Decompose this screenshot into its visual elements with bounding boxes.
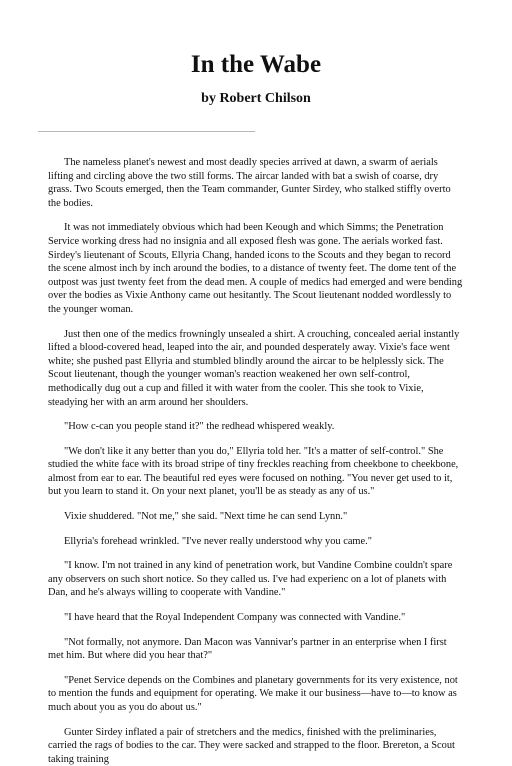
paragraph: "Not formally, not anymore. Dan Macon was Vannivar's partner in an enterprise when I first met him. But where did you hear that?" — [48, 636, 447, 662]
paragraph: Vixie shuddered. "Not me," she said. "Next time he can send Lynn." — [64, 511, 348, 523]
story-body — [48, 156, 464, 766]
story-title: In the Wabe — [190, 51, 322, 78]
paragraph: Gunter Sirdey inflated a pair of stretchers and the medics, finished with the preliminaries, carried the rags of bodies to the car. They were sacked and strapped to the floor. Brereton, a Scout taking training — [48, 726, 455, 765]
paragraph: "I know. I'm not trained in any kind of penetration work, but Vandine Combine couldn't spare any observers on such short notice. So they called us. I've had experienc on a lot of planets with Dan, and he's always willing to cooperate with Vandine." — [48, 560, 453, 599]
paragraph: The nameless planet's newest and most deadly species arrived at dawn, a swarm of aerials lifting and circling above the two still forms. The aircar landed with bat a swish of coarse, dry grass. Two Scouts emerged, then the Team commander, Gunter Sirdey, who stalked stiffly overto the bodies. — [48, 157, 451, 209]
paragraph: "I have heard that the Royal Independent Company was connected with Vandine." — [64, 612, 406, 624]
paragraph: Ellyria's forehead wrinkled. "I've never really understood why you came." — [64, 535, 372, 547]
story-byline: by Robert Chilson — [201, 91, 311, 106]
paragraph: Just then one of the medics frowningly unsealed a shirt. A crouching, concealed aerial instantly lifted a blood-covered head, leaped into the air, and pounded desperately away. Vixie's face went white; she pushed past Ellyria and stumbled blindly around the aircar to be helplessly sick. The Scout lieutenant, though the younger woman's reaction weakened her own self-control, methodically dug out a cup and filled it with water from the cooler. This she took to Vixie, steadying her with an arm around her shoulders. — [48, 328, 460, 408]
paragraph: "We don't like it any better than you do," Ellyria told her. "It's a matter of self-control." She studied the white face with its broad stripe of tiny freckles reaching from cheekbone to cheekbone, almost from ear to ear. The beautiful red eyes were focused on nothing. "You never get used to it, but you learn to stand it. On your next planet, you'll be as steady as any of us." — [48, 445, 459, 498]
paragraph: "Penet Service depends on the Combines and planetary governments for its very existence, not to mention the funds and equipment for operating. We make it our business—have to—to know as much about you as you do about us." — [48, 674, 458, 713]
paragraph: "How c-can you people stand it?" the redhead whispered weakly. — [64, 421, 335, 433]
paragraph: It was not immediately obvious which had been Keough and which Simms; the Penetration Service working dress had no insignia and all exposed flesh was gone. The aerials worked fast. Sirdey's lieutenant of Scouts, Ellyria Chang, handed icons to the Scouts and they began to record the scene almost inch by inch around the bodies, to a distance of twenty feet. The dome tent of the outpost was just twenty feet from the dead men. A couple of medics had emerged and were bending over the bodies as Vixie Anthony came out hesitantly. The Scout lieutenant nodded wordlessly to the younger woman. — [48, 222, 463, 315]
separator-rule — [38, 131, 255, 132]
